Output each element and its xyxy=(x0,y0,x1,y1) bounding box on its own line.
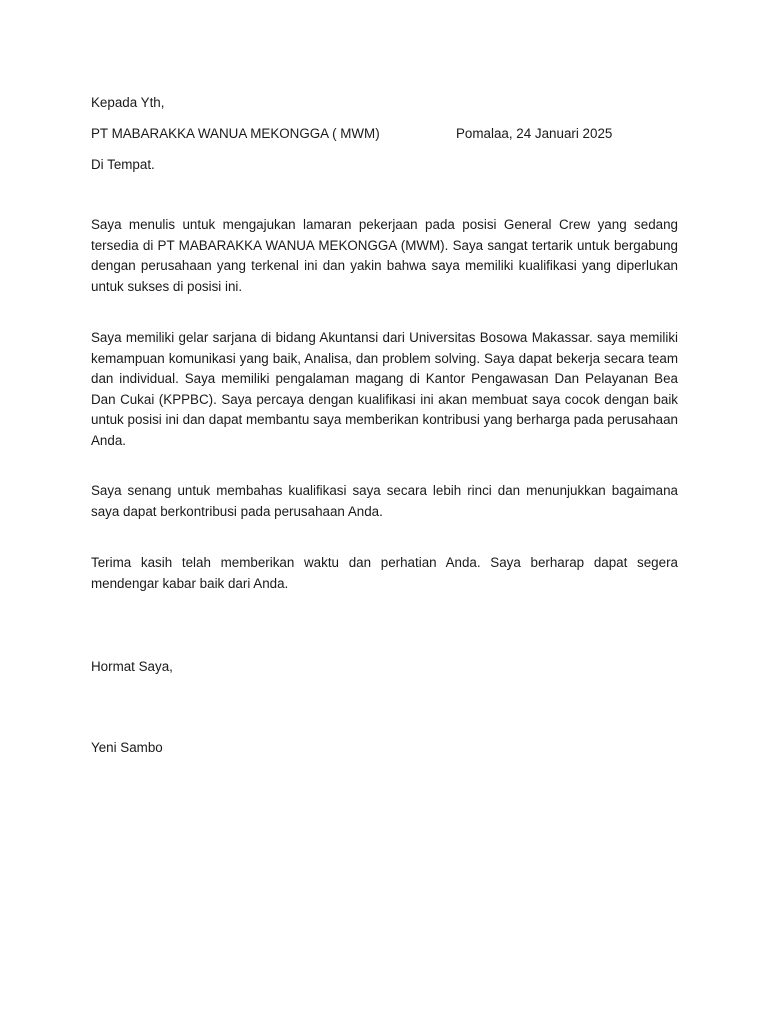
place-date: Pomalaa, 24 Januari 2025 xyxy=(456,126,613,141)
body-paragraph-1: Saya menulis untuk mengajukan lamaran pekerjaan pada posisi General Crew yang sedang tersedia di PT MABARAKKA WANUA MEKONGGA (MWM). Saya sangat tertarik untuk bergabung dengan perusahaan yang terkenal ini dan yakin bahwa saya memiliki kualifikasi yang diperlukan untuk sukses di posisi ini. xyxy=(91,217,678,294)
salutation: Kepada Yth, xyxy=(91,95,165,110)
recipient-company: PT MABARAKKA WANUA MEKONGGA ( MWM) xyxy=(91,126,380,141)
location-line: Di Tempat. xyxy=(91,157,155,172)
signature-name: Yeni Sambo xyxy=(91,740,163,755)
closing: Hormat Saya, xyxy=(91,659,173,674)
body-paragraph-3: Saya senang untuk membahas kualifikasi saya secara lebih rinci dan menunjukkan bagaimana saya dapat berkontribusi pada perusahaan Anda. xyxy=(91,483,678,519)
body-paragraph-2: Saya memiliki gelar sarjana di bidang Akuntansi dari Universitas Bosowa Makassar. saya memiliki kemampuan komunikasi yang baik, Analisa, dan problem solving. Saya dapat bekerja secara team dan individual. Saya memiliki pengalaman magang di Kantor Pengawasan Dan Pelayanan Bea Dan Cukai (KPPBC). Saya percaya dengan kualifikasi ini akan membuat saya cocok dengan baik untuk posisi ini dan dapat membantu saya memberikan kontribusi yang berharga pada perusahaan Anda. xyxy=(91,330,678,448)
body-paragraph-4: Terima kasih telah memberikan waktu dan perhatian Anda. Saya berharap dapat segera mendengar kabar baik dari Anda. xyxy=(91,555,678,591)
